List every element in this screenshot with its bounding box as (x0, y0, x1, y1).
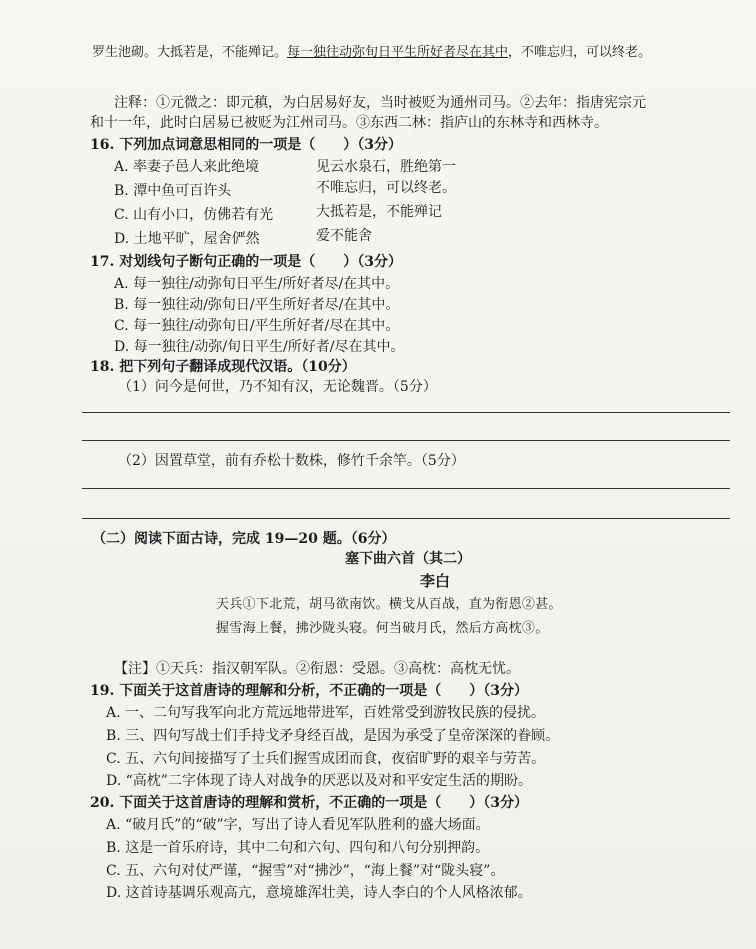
q16-option-c: C. 山有小口，仿佛若有光 (114, 207, 274, 223)
q16-option-c-right: 大抵若是，不能殚记 (316, 204, 442, 220)
q19-stem: 19. 下面关于这首唐诗的理解和分析，不正确的一项是（ ）（3分） (90, 683, 528, 699)
poem-line-2: 握雪海上餐，拂沙陇头寝。何当破月氏，然后方高枕③。 (216, 621, 549, 636)
notes-line-1: 注释：①元微之：即元稹，为白居易好友，当时被贬为通州司马。②去年：指唐宪宗元 (114, 95, 646, 111)
q16-stem: 16. 下列加点词意思相同的一项是（ ）（3分） (90, 137, 402, 153)
poem-title: 塞下曲六首（其二） (345, 551, 471, 567)
poem-line-1: 天兵①下北荒，胡马欲南饮。横戈从百战，直为衔恩②甚。 (216, 597, 562, 612)
q20-option-a: A. “破月氏”的“破”字，写出了诗人看见军队胜利的盛大场面。 (106, 817, 490, 833)
q20-stem: 20. 下面关于这首唐诗的理解和赏析，不正确的一项是（ ）（3分） (90, 795, 528, 811)
q18-stem: 18. 把下列句子翻译成现代汉语。（10分） (90, 359, 356, 375)
q16-option-b: B. 潭中鱼可百许头 (114, 183, 232, 199)
q20-option-c: C. 五、六句对仗严谨，“握雪”对“拂沙”，“海上餐”对“陇头寝”。 (106, 863, 505, 879)
q17-option-a: A. 每一独往/动弥旬日平生/所好者尽/在其中。 (114, 276, 400, 292)
q20-option-d: D. 这首诗基调乐观高亢，意境雄浑壮美，诗人李白的个人风格浓郁。 (106, 885, 532, 901)
poem-author: 李白 (420, 572, 451, 590)
q18-sentence-2: （2）因置草堂，前有乔松十数株，修竹千余竿。（5分） (118, 453, 465, 469)
q16-option-a: A. 率妻子邑人来此绝境 (114, 159, 260, 175)
answer-line[interactable] (82, 488, 730, 489)
section-2-heading: （二）阅读下面古诗，完成 19—20 题。（6分） (92, 531, 396, 547)
q20-option-b: B. 这是一首乐府诗，其中二句和六句、四句和八句分别押韵。 (106, 840, 490, 856)
notes-line-2: 和十一年，此时白居易已被贬为江州司马。③东西二林：指庐山的东林寺和西林寺。 (90, 115, 608, 131)
q16-option-d: D. 土地平旷，屋舍俨然 (114, 231, 260, 247)
passage-text: 罗生池砌。大抵若是，不能殚记。 (92, 45, 288, 60)
answer-line[interactable] (82, 518, 730, 519)
q18-sentence-1: （1）问今是何世，乃不知有汉，无论魏晋。（5分） (118, 379, 437, 395)
q19-option-a: A. 一、二句写我军向北方荒远地带进军，百姓常受到游牧民族的侵扰。 (106, 705, 546, 721)
passage-text-end: ，不唯忘归，可以终老。 (508, 45, 652, 60)
q19-option-d: D. “高枕”二字体现了诗人对战争的厌恶以及对和平安定生活的期盼。 (106, 773, 532, 789)
q19-option-b: B. 三、四句写战士们手持戈矛身经百战，是因为承受了皇帝深深的眷顾。 (106, 728, 560, 744)
underlined-sentence: 每一独往动弥旬日平生所好者尽在其中 (287, 45, 509, 60)
answer-line[interactable] (82, 412, 730, 413)
q19-option-c: C. 五、六句间接描写了士兵们握雪成团而食，夜宿旷野的艰辛与劳苦。 (106, 751, 546, 767)
q17-option-b: B. 每一独往动/弥旬日/平生所好者尽/在其中。 (114, 297, 400, 313)
q17-stem: 17. 对划线句子断句正确的一项是（ ）（3分） (90, 254, 402, 270)
q16-option-d-right: 爱不能舍 (316, 228, 372, 244)
q16-option-a-right: 见云水泉石，胜绝第一 (316, 159, 456, 175)
poem-note: 【注】①天兵：指汉朝军队。②衔恩：受恩。③高枕：高枕无忧。 (114, 661, 520, 677)
q16-option-b-right: 不唯忘归，可以终老。 (316, 180, 456, 196)
q17-option-c: C. 每一独往/动弥旬日/平生所好者/尽在其中。 (114, 318, 400, 334)
q17-option-d: D. 每一独往/动弥/旬日平生/所好者/尽在其中。 (114, 339, 405, 355)
answer-line[interactable] (82, 440, 730, 441)
passage-tail (92, 44, 651, 62)
